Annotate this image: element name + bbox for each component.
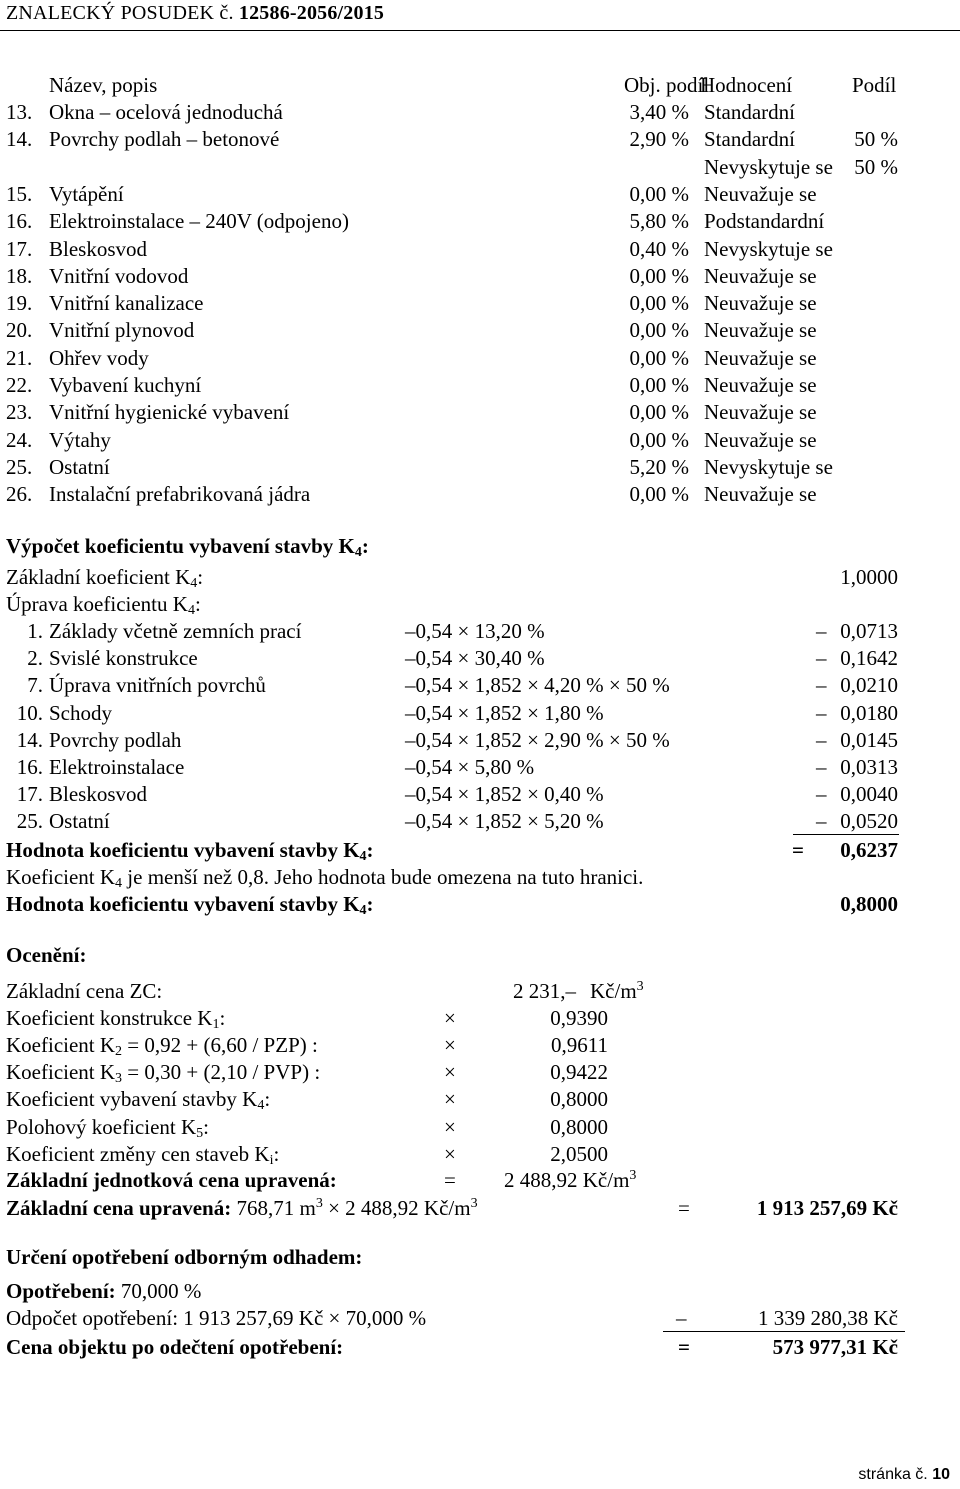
coefficient-value: 0,8000 (550, 1114, 608, 1139)
k4-row-sign: – (816, 727, 827, 752)
wear-deduction-value: 1 339 280,38 Kč (758, 1306, 898, 1330)
eq-row-share: 0,00 % (629, 291, 689, 316)
document-header (0, 0, 960, 31)
wear-rate: Opotřebení: 70,000 % (6, 1279, 202, 1303)
eq-row-share: 0,00 % (629, 181, 689, 206)
adjusted-price-eq: = (678, 1196, 690, 1220)
coefficient-times: × (444, 1114, 456, 1139)
eq-row-rating: Standardní (704, 100, 795, 124)
report-title-prefix: ZNALECKÝ POSUDEK č. (6, 2, 234, 24)
eq-row-rating: Neuvažuje se (704, 373, 817, 397)
k4-row-name: Povrchy podlah (49, 727, 182, 752)
eq-row-rating: Neuvažuje se (704, 345, 817, 370)
k4-row-num: 7. (27, 673, 43, 698)
page-footer (858, 1466, 950, 1484)
eq-row-share: 3,40 % (629, 100, 689, 124)
eq-row-num: 18. (6, 263, 33, 288)
valuation-title: Ocenění: (6, 943, 87, 967)
report-title (6, 2, 384, 25)
adjusted-unit-label: Základní jednotková cena upravená: (6, 1168, 337, 1192)
k4-row-sign: – (816, 809, 827, 834)
eq-row-name: Povrchy podlah – betonové (49, 127, 280, 152)
k4-row-formula: –0,54 × 1,852 × 0,40 % (405, 782, 604, 807)
eq-row-num: 14. (6, 127, 33, 152)
base-price-unit: $Kč/m^3$ (590, 979, 644, 1003)
eq-row-share: 0,40 % (629, 236, 689, 261)
k4-row-num: 10. (16, 700, 43, 725)
k4-final-value: 0,8000 (840, 892, 898, 916)
eq-row-share: 0,00 % (629, 400, 689, 425)
eq-row-num: 21. (6, 345, 33, 370)
eq-row-num: 26. (6, 482, 33, 507)
k4-row-formula: –0,54 × 30,40 % (405, 646, 545, 671)
adjusted-price-value: 1 913 257,69 Kč (756, 1196, 898, 1220)
eq-row-share: 5,80 % (629, 209, 689, 234)
k4-row-value: 0,0713 (840, 619, 898, 643)
coefficient-label: Koeficient vybavení stavby $K_4$: (6, 1087, 271, 1114)
eq-row-rating: Neuvažuje se (704, 263, 817, 288)
coefficient-label: Koeficient $K_2 = 0,92 + (6,60 / PZP)$ : (6, 1033, 318, 1060)
k4-row-value: 0,0180 (840, 700, 898, 725)
eq-row-num: 16. (6, 209, 33, 234)
k4-result-eq: = (792, 838, 804, 862)
k4-row-value: 0,0313 (840, 755, 898, 779)
eq-row-name: Vybavení kuchyní (49, 373, 202, 397)
coefficient-label: Koeficient změny cen staveb $K_i$: (6, 1141, 280, 1168)
eq-row-rating: Neuvažuje se (704, 181, 817, 206)
eq-row-portion: 50 % (854, 154, 898, 179)
k4-result-label: Hodnota koeficientu vybavení stavby $K_4$: (6, 838, 374, 864)
wear-deduction-label: Odpočet opotřebení: 1 913 257,69 Kč × 70,000 % (6, 1306, 427, 1330)
coefficient-times: × (444, 1087, 456, 1112)
eq-row-num: 24. (6, 427, 33, 452)
eq-row-name: Vnitřní hygienické vybavení (49, 400, 290, 425)
eq-row-share: 0,00 % (629, 427, 689, 452)
k4-row-num: 16. (16, 755, 43, 779)
coefficient-times: × (444, 1033, 456, 1058)
eq-row-num: 17. (6, 236, 33, 261)
k4-row-formula: –0,54 × 1,852 × 1,80 % (405, 700, 604, 725)
eq-row-num: 19. (6, 291, 33, 316)
coefficient-value: 0,8000 (550, 1087, 608, 1112)
k4-row-name: Elektroinstalace (49, 755, 185, 779)
final-price-label: Cena objektu po odečtení opotřebení: (6, 1335, 344, 1359)
k4-adjust-label: Úprava koeficientu $K_4$: (6, 592, 201, 618)
eq-row-num: 15. (6, 181, 33, 206)
coefficient-times: × (444, 1141, 456, 1166)
coefficient-label: Polohový koeficient $K_5$: (6, 1114, 209, 1141)
k4-row-sign: – (816, 700, 827, 725)
eq-row-share: 2,90 % (629, 127, 689, 152)
eq-row-share: 0,00 % (629, 345, 689, 370)
coefficient-value: 0,9422 (550, 1060, 608, 1085)
k4-row-formula: –0,54 × 1,852 × 4,20 % × 50 % (405, 673, 670, 698)
eq-row-rating: Neuvažuje se (704, 400, 817, 425)
k4-row-sign: – (816, 782, 827, 807)
k4-row-name: Základy včetně zemních prací (49, 619, 302, 643)
eq-row-name: Ohřev vody (49, 345, 149, 370)
eq-row-name: Ostatní (49, 454, 110, 479)
eq-row-num: 20. (6, 318, 33, 343)
k4-row-formula: –0,54 × 5,80 % (405, 755, 535, 779)
k4-row-sign: – (816, 619, 827, 643)
k4-row-name: Ostatní (49, 809, 110, 834)
k4-result-value: 0,6237 (840, 838, 898, 862)
k4-row-sign: – (816, 673, 827, 698)
k4-row-name: Svislé konstrukce (49, 646, 198, 671)
col-header-portion: Podíl (852, 73, 897, 97)
k4-sum-rule (793, 834, 899, 835)
eq-row-num: 23. (6, 400, 33, 425)
coefficient-label: Koeficient konstrukce $K_1$: (6, 1006, 226, 1033)
k4-row-formula: –0,54 × 1,852 × 2,90 % × 50 % (405, 727, 670, 752)
eq-row-rating: Neuvažuje se (704, 291, 817, 316)
eq-row-num: 22. (6, 373, 33, 397)
eq-row-name: Okna – ocelová jednoduchá (49, 100, 283, 124)
eq-row-name: Vnitřní kanalizace (49, 291, 204, 316)
adjusted-price-formula: Základní cena upravená: 768,71 $m^3 \times 2$ 488,92 $Kč/m^3$ (6, 1196, 478, 1220)
base-price-value: 2 231,– (513, 979, 576, 1003)
eq-row-name: Vnitřní plynovod (49, 318, 195, 343)
k4-base-value: 1,0000 (840, 565, 898, 589)
final-price-eq: = (678, 1335, 690, 1359)
eq-row-name: Výtahy (49, 427, 111, 452)
wear-deduction-sign: – (676, 1306, 687, 1330)
eq-row-portion: 50 % (854, 127, 898, 152)
page-label: stránka č. (858, 1466, 928, 1483)
eq-row-rating: Standardní (704, 127, 795, 152)
page-number: 10 (932, 1466, 950, 1483)
k4-row-formula: –0,54 × 1,852 × 5,20 % (405, 809, 604, 834)
k4-row-sign: – (816, 755, 827, 779)
k4-row-num: 25. (16, 809, 43, 834)
eq-row-share: 0,00 % (629, 318, 689, 343)
final-price-value: 573 977,31 Kč (772, 1335, 898, 1359)
adjusted-unit-eq: = (444, 1168, 456, 1192)
eq-row-rating: Neuvažuje se (704, 427, 817, 452)
k4-row-value: 0,0040 (840, 782, 898, 807)
coefficient-value: 2,0500 (550, 1141, 608, 1166)
base-price-label: Základní cena ZC: (6, 979, 163, 1003)
eq-row-name: Bleskosvod (49, 236, 148, 261)
col-header-rating: Hodnocení (700, 73, 793, 97)
eq-row-share: 0,00 % (629, 263, 689, 288)
eq-row-num: 13. (6, 100, 33, 124)
k4-row-name: Bleskosvod (49, 782, 148, 807)
adjusted-unit-value: 2 488,92 $Kč/m^3$ (504, 1168, 637, 1192)
k4-row-sign: – (816, 646, 827, 671)
wear-sum-rule (663, 1331, 905, 1332)
k4-row-num: 2. (27, 646, 43, 671)
report-number: 12586-2056/2015 (238, 2, 385, 24)
eq-row-name: Vnitřní vodovod (49, 263, 189, 288)
eq-row-rating: Nevyskytuje se (704, 454, 833, 479)
k4-note: Koeficient $K_4$ je menší než 0,8. Jeho hodnota bude omezena na tuto hranici. (6, 865, 644, 891)
eq-row-name: Elektroinstalace – 240V (odpojeno) (49, 209, 349, 234)
eq-row-name: Instalační prefabrikovaná jádra (49, 482, 311, 507)
k4-row-value: 0,0210 (840, 673, 898, 698)
col-header-name: Název, popis (49, 73, 158, 97)
coefficient-label: Koeficient $K_3 = 0,30 + (2,10 / PVP)$ : (6, 1060, 321, 1087)
k4-base-label: Základní koeficient $K_4$: (6, 565, 204, 591)
k4-row-name: Úprava vnitřních povrchů (49, 673, 266, 698)
coefficient-value: 0,9611 (551, 1033, 608, 1058)
k4-row-name: Schody (49, 700, 112, 725)
eq-row-rating: Neuvažuje se (704, 482, 817, 507)
eq-row-share: 0,00 % (629, 482, 689, 507)
eq-row-rating: Nevyskytuje se (704, 154, 833, 179)
k4-row-num: 1. (27, 619, 43, 643)
k4-final-label: Hodnota koeficientu vybavení stavby $K_4$: (6, 892, 374, 918)
wear-title: Určení opotřebení odborným odhadem: (6, 1245, 363, 1269)
eq-row-rating: Nevyskytuje se (704, 236, 833, 261)
k4-row-formula: –0,54 × 13,20 % (405, 619, 545, 643)
eq-row-share: 5,20 % (629, 454, 689, 479)
coefficient-times: × (444, 1060, 456, 1085)
k4-row-value: 0,0520 (840, 809, 898, 834)
k4-row-value: 0,1642 (840, 646, 898, 671)
col-header-share: Obj. podíl (624, 73, 710, 97)
coefficient-value: 0,9390 (550, 1006, 608, 1031)
k4-row-num: 17. (16, 782, 43, 807)
k4-row-value: 0,0145 (840, 727, 898, 752)
coefficient-times: × (444, 1006, 456, 1031)
eq-row-name: Vytápění (49, 181, 124, 206)
eq-row-num: 25. (6, 454, 33, 479)
eq-row-share: 0,00 % (629, 373, 689, 397)
k4-row-num: 14. (16, 727, 43, 752)
eq-row-rating: Neuvažuje se (704, 318, 817, 343)
eq-row-rating: Podstandardní (704, 209, 825, 234)
k4-title: Výpočet koeficientu vybavení stavby $K_4$: (6, 534, 369, 560)
